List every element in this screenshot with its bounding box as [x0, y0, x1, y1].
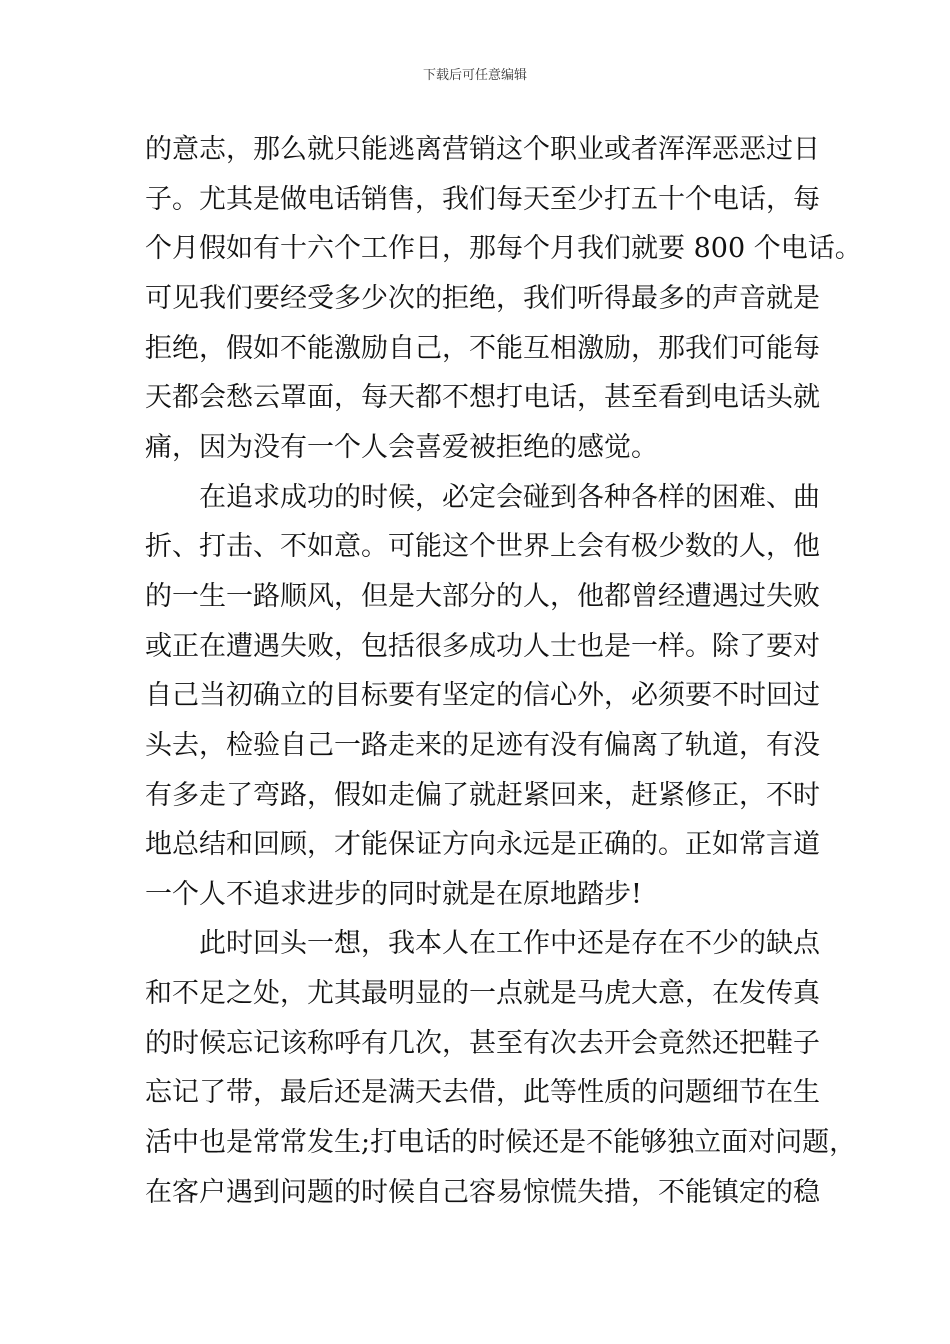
text-line — [0, 622, 950, 672]
text-line — [0, 373, 950, 423]
text-line-content: 或正在遭遇失败，包括很多成功人士也是一样。除了要对 — [145, 631, 820, 662]
text-line — [0, 473, 950, 523]
text-line-content: 此时回头一想，我本人在工作中还是存在不少的缺点 — [199, 928, 820, 959]
text-line — [0, 224, 950, 274]
text-line-content: 可见我们要经受多少次的拒绝，我们听得最多的声音就是 — [145, 283, 820, 314]
text-line-content: 天都会愁云罩面，每天都不想打电话，甚至看到电话头就 — [145, 382, 820, 413]
text-line-content: 地总结和回顾，才能保证方向永远是正确的。正如常言道 — [145, 829, 820, 860]
text-line — [0, 572, 950, 622]
text-line — [0, 423, 950, 473]
text-line — [0, 1118, 950, 1168]
text-line-content: 活中也是常常发生;打电话的时候还是不能够独立面对问题， — [145, 1127, 857, 1158]
text-line — [0, 671, 950, 721]
text-line-content: 折、打击、不如意。可能这个世界上会有极少数的人，他 — [145, 531, 820, 562]
text-line-content: 自己当初确立的目标要有坚定的信心外，必须要不时回过 — [145, 680, 820, 711]
text-line-content: 一个人不追求进步的同时就是在原地踏步! — [145, 879, 642, 910]
text-line — [0, 820, 950, 870]
text-line — [0, 1019, 950, 1069]
text-line — [0, 125, 950, 175]
text-line-content: 在客户遇到问题的时候自己容易惊慌失措，不能镇定的稳 — [145, 1177, 820, 1208]
text-line — [0, 870, 950, 920]
page-header-note: 下载后可任意编辑 — [422, 68, 527, 83]
text-line-content: 和不足之处，尤其最明显的一点就是马虎大意，在发传真 — [145, 978, 820, 1009]
text-line — [0, 919, 950, 969]
text-line-content: 的意志，那么就只能逃离营销这个职业或者浑浑恶恶过日 — [145, 134, 820, 165]
text-line — [0, 175, 950, 225]
text-line-content: 个月假如有十六个工作日，那每个月我们就要 800 个电话。 — [145, 233, 862, 264]
text-line — [0, 771, 950, 821]
text-line — [0, 969, 950, 1019]
text-line-content: 拒绝，假如不能激励自己，不能互相激励，那我们可能每 — [145, 333, 820, 364]
text-line-content: 在追求成功的时候，必定会碰到各种各样的困难、曲 — [199, 482, 820, 513]
text-line-content: 的时候忘记该称呼有几次，甚至有次去开会竟然还把鞋子 — [145, 1028, 820, 1059]
text-line-content: 有多走了弯路，假如走偏了就赶紧回来，赶紧修正，不时 — [145, 780, 820, 811]
text-line-content: 忘记了带，最后还是满天去借，此等性质的问题细节在生 — [145, 1077, 820, 1108]
text-line — [0, 324, 950, 374]
text-line — [0, 274, 950, 324]
text-line-content: 的一生一路顺风，但是大部分的人，他都曾经遭遇过失败 — [145, 581, 820, 612]
text-line — [0, 522, 950, 572]
text-line — [0, 721, 950, 771]
text-line — [0, 1168, 950, 1218]
text-line-content: 子。尤其是做电话销售，我们每天至少打五十个电话，每 — [145, 184, 820, 215]
text-line-content: 头去，检验自己一路走来的足迹有没有偏离了轨道，有没 — [145, 730, 820, 761]
text-line-content: 痛，因为没有一个人会喜爱被拒绝的感觉。 — [145, 432, 658, 463]
text-line — [0, 1068, 950, 1118]
